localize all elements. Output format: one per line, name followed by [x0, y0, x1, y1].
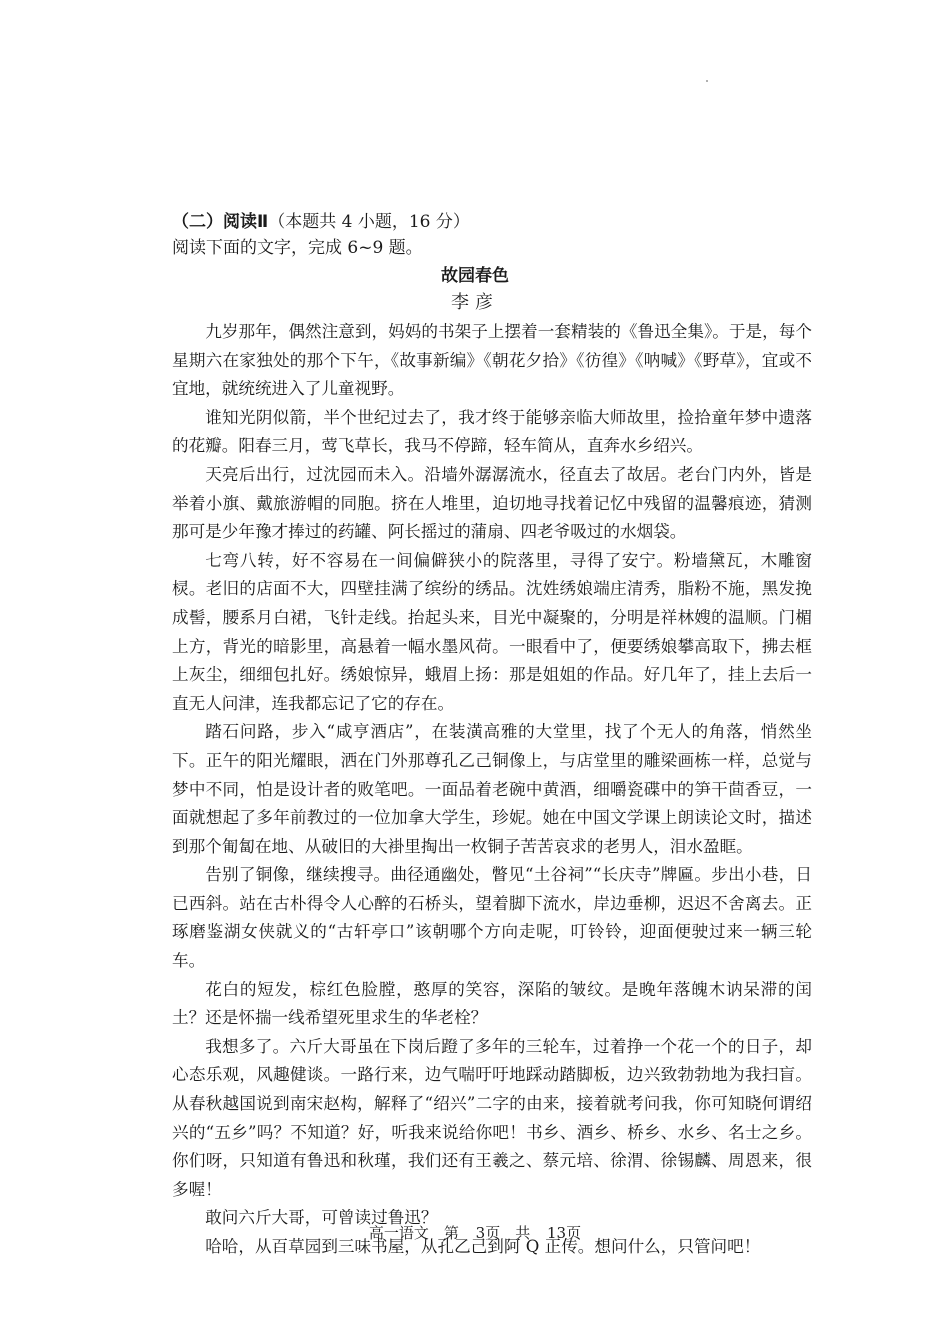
reading-instruction: 阅读下面的文字，完成 6~9 题。: [172, 238, 423, 258]
article-title: 故园春色: [441, 266, 509, 286]
article-author: 李彦: [451, 292, 499, 313]
paragraph: 九岁那年，偶然注意到，妈妈的书架子上摆着一套精装的《鲁迅全集》。于是，每个星期六在家独处的那个下午，《故事新编》《朝花夕拾》《彷徨》《呐喊》《野草》，宜或不宜地，就统统进入了儿童视野。: [172, 322, 812, 399]
paragraph: 谁知光阴似箭，半个世纪过去了，我才终于能够亲临大师故里，捡拾童年梦中遗落的花瓣。阳春三月，莺飞草长，我马不停蹄，轻车简从，直奔水乡绍兴。: [172, 407, 812, 456]
paragraph: 天亮后出行，过沈园而未入。沿墙外潺潺流水，径直去了故居。老台门内外，皆是举着小旗、戴旅游帽的同胞。挤在人堆里，迫切地寻找着记忆中残留的温馨痕迹，猜测那可是少年豫才捧过的药罐、阿长摇过的蒲扇、四老爷吸过的水烟袋。: [172, 464, 812, 542]
paragraph: 花白的短发，棕红色脸膛，憨厚的笑容，深陷的皱纹。是晚年落魄木讷呆滞的闰土？还是怀揣一线希望死里求生的华老栓？: [172, 979, 812, 1028]
section-heading: [172, 208, 470, 236]
paragraph: 七弯八转，好不容易在一间偏僻狭小的院落里，寻得了安宁。粉墙黛瓦，木雕窗棂。老旧的店面不大，四壁挂满了缤纷的绣品。沈姓绣娘端庄清秀，脂粉不施，黑发挽成髻，腰系月白裙，飞针走线。抬起头来，目光中凝聚的，分明是祥林嫂的温顺。门楣上方，背光的暗影里，高悬着一幅水墨风荷。一眼看中了，便要绣娘攀高取下，拂去框上灰尘，细细包扎好。绣娘惊异，蛾眉上扬：那是姐姐的作品。好几年了，挂上去后一直无人问津，连我都忘记了它的存在。: [172, 550, 812, 713]
page-footer: 高一语文 第 3页 共 13页: [368, 1224, 582, 1242]
paragraph: 哈哈，从百草园到三味书屋，从孔乙己到阿 Q 正传。想问什么，只管问吧！: [205, 1237, 761, 1256]
paragraph: 告别了铜像，继续搜寻。曲径通幽处，瞥见“土谷祠”“长庆寺”牌匾。步出小巷，日已西斜。站在古朴得令人心醉的石桥头，望着脚下流水，岸边垂柳，迟迟不舍离去。正琢磨鉴湖女侠就义的“古轩亭口”该朝哪个方向走呢，叮铃铃，迎面便驶过来一辆三轮车。: [172, 865, 812, 971]
paragraph: 踏石问路，步入“咸亨酒店”，在装潢高雅的大堂里，找了个无人的角落，悄然坐下。正午的阳光耀眼，洒在门外那尊孔乙己铜像上，与店堂里的雕梁画栋一样，总觉与梦中不同，怕是设计者的败笔吧。一面品着老碗中黄酒，细嚼瓷碟中的笋干茴香豆，一面就想起了多年前教过的一位加拿大学生，珍妮。她在中国文学课上朗读论文时，描述到那个匍匐在地、从破旧的大褂里掏出一枚铜子苦苦哀求的老男人，泪水盈眶。: [172, 722, 812, 856]
paragraph: 我想多了。六斤大哥虽在下岗后蹬了多年的三轮车，过着挣一个花一个的日子，却心态乐观，风趣健谈。一路行来，边气喘吁吁地踩动踏脚板，边兴致勃勃地为我扫盲。从春秋越国说到南宋赵构，解释了“绍兴”二字的由来，接着就考问我，你可知晓何谓绍兴的“五乡”吗？不知道？好，听我来说给你吧！书乡、酒乡、桥乡、水乡、名士之乡。你们呀，只知道有鲁迅和秋瑾，我们还有王羲之、蔡元培、徐渭、徐锡麟、周恩来，很多喔！: [172, 1036, 812, 1199]
scan-speck: [706, 80, 708, 82]
section-note: （本题共 4 小题，16 分）: [268, 212, 470, 232]
section-title: （二）阅读Ⅱ: [172, 212, 269, 232]
paragraph: 敢问六斤大哥，可曾读过鲁迅？: [205, 1208, 438, 1228]
article-body: [172, 318, 812, 1262]
